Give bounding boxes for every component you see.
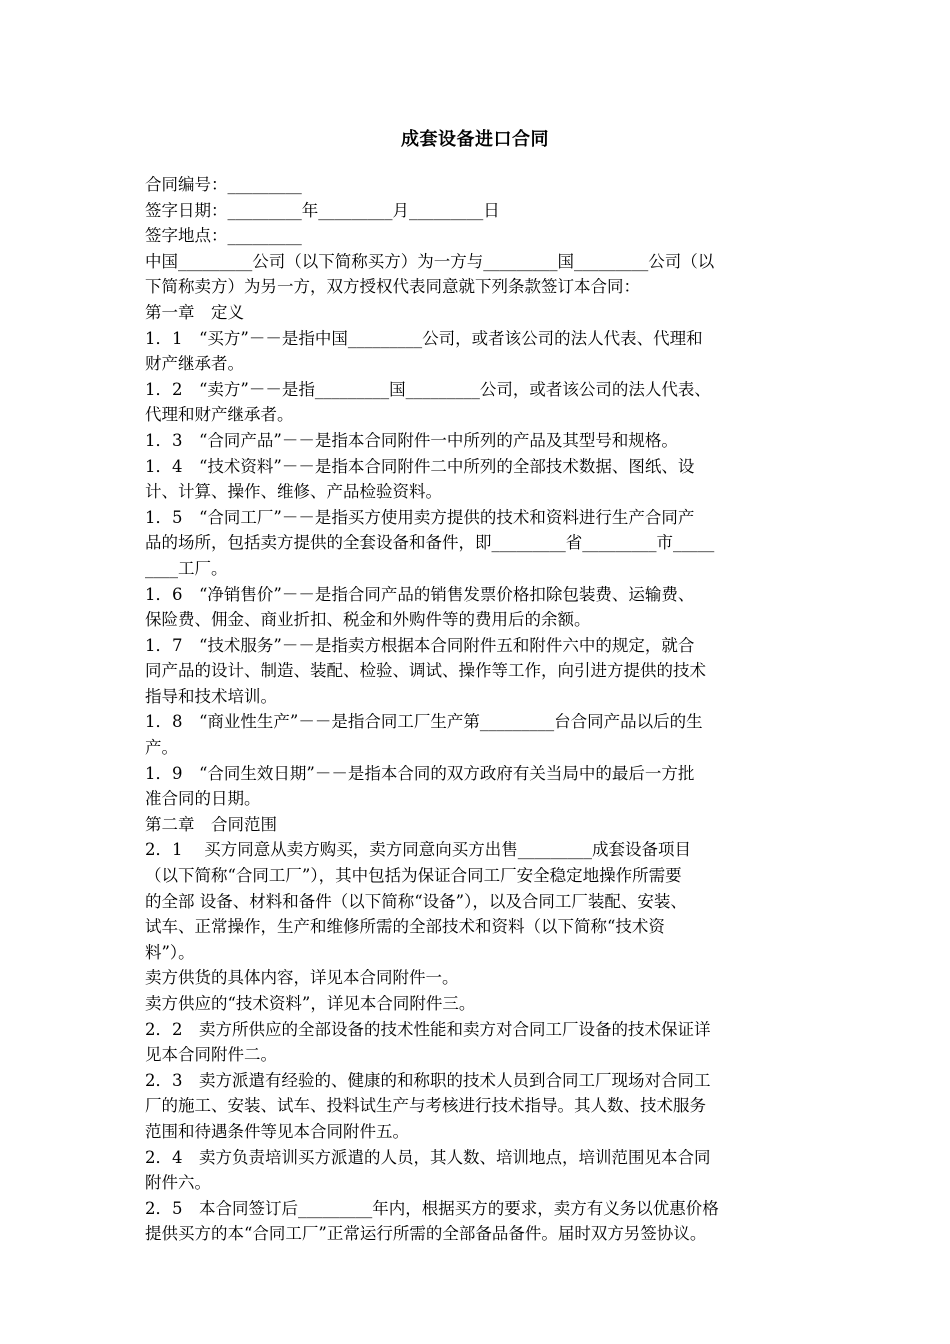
text-line: 保险费、佣金、商业折扣、税金和外购件等的费用后的余额。 — [145, 610, 591, 630]
text-line: 1．9 “合同生效日期”－－是指本合同的双方政府有关当局中的最后一方批 — [145, 763, 695, 783]
text-line: 的全部 设备、材料和备件（以下简称“设备”），以及合同工厂装配、安装、 — [145, 891, 687, 911]
text-line: 见本合同附件二。 — [145, 1045, 277, 1065]
text-line: 同产品的设计、制造、装配、检验、调试、操作等工作，向引进方提供的技术 — [145, 661, 706, 681]
text-line: 提供买方的本“合同工厂”正常运行所需的全部备品备件。届时双方另签协议。 — [145, 1224, 707, 1244]
text-line: 下简称卖方）为另一方，双方授权代表同意就下列条款签订本合同： — [145, 277, 640, 297]
text-line: 指导和技术培训。 — [145, 686, 277, 706]
text-line: 1．3 “合同产品”－－是指本合同附件一中所列的产品及其型号和规格。 — [145, 430, 678, 450]
text-line: 1．7 “技术服务”－－是指卖方根据本合同附件五和附件六中的规定，就合 — [145, 635, 695, 655]
text-line: 第一章 定义 — [145, 302, 244, 322]
text-line: 1．4 “技术资料”－－是指本合同附件二中所列的全部技术数据、图纸、设 — [145, 456, 695, 476]
text-line: 1．5 “合同工厂”－－是指买方使用卖方提供的技术和资料进行生产合同产 — [145, 507, 695, 527]
text-line: 准合同的日期。 — [145, 789, 261, 809]
text-line: 中国_________公司（以下简称买方）为一方与_________国_________公司（以 — [145, 251, 715, 271]
text-line: 2．1 买方同意从卖方购买，卖方同意向买方出售_________成套设备项目 — [145, 840, 691, 860]
text-line: 2．3 卖方派遣有经验的、健康的和称职的技术人员到合同工厂现场对合同工 — [145, 1070, 711, 1090]
text-line: 试车、正常操作，生产和维修所需的全部技术和资料（以下简称“技术资 — [145, 917, 665, 937]
text-line: 1．2 “卖方”－－是指_________国_________公司，或者该公司的法人代表、 — [145, 379, 711, 399]
text-line: 1．1 “买方”－－是指中国_________公司，或者该公司的法人代表、代理和 — [145, 328, 703, 348]
text-line: 2．2 卖方所供应的全部设备的技术性能和卖方对合同工厂设备的技术保证详 — [145, 1019, 711, 1039]
text-line: 2．4 卖方负责培训买方派遣的人员，其人数、培训地点，培训范围见本合同 — [145, 1147, 711, 1167]
text-line: ____工厂。 — [145, 558, 228, 578]
text-line: 计、计算、操作、维修、产品检验资料。 — [145, 482, 442, 502]
text-line: 1．6 “净销售价”－－是指合同产品的销售发票价格扣除包装费、运输费、 — [145, 584, 695, 604]
text-line: 代理和财产继承者。 — [145, 405, 294, 425]
text-line: 1．8 “商业性生产”－－是指合同工厂生产第_________台合同产品以后的生 — [145, 712, 703, 732]
text-line: 品的场所，包括卖方提供的全套设备和备件，即_________省_________市_____ — [145, 533, 715, 553]
text-line: 财产继承者。 — [145, 354, 244, 374]
text-line: 厂的施工、安装、试车、投料试生产与考核进行技术指导。其人数、技术服务 — [145, 1096, 706, 1116]
text-line: 签字日期：_________年_________月_________日 — [145, 200, 500, 220]
text-line: 签字地点：_________ — [145, 226, 302, 246]
document-title: 成套设备进口合同 — [401, 129, 549, 150]
text-line: 附件六。 — [145, 1173, 211, 1193]
text-line: 2．5 本合同签订后_________年内，根据买方的要求，卖方有义务以优惠价格 — [145, 1198, 719, 1218]
text-line: 第二章 合同范围 — [145, 814, 277, 834]
text-line: 卖方供应的“技术资料”，详见本合同附件三。 — [145, 994, 476, 1013]
document-body — [145, 172, 810, 1247]
text-line: 产。 — [145, 738, 178, 758]
text-line: 卖方供货的具体内容，详见本合同附件一。 — [145, 968, 459, 988]
text-line: 合同编号：_________ — [145, 175, 302, 194]
text-line: （以下简称“合同工厂”），其中包括为保证合同工厂安全稳定地操作所需要 — [145, 866, 682, 886]
text-line: 范围和待遇条件等见本合同附件五。 — [145, 1121, 409, 1141]
text-line: 料”）。 — [145, 942, 195, 962]
